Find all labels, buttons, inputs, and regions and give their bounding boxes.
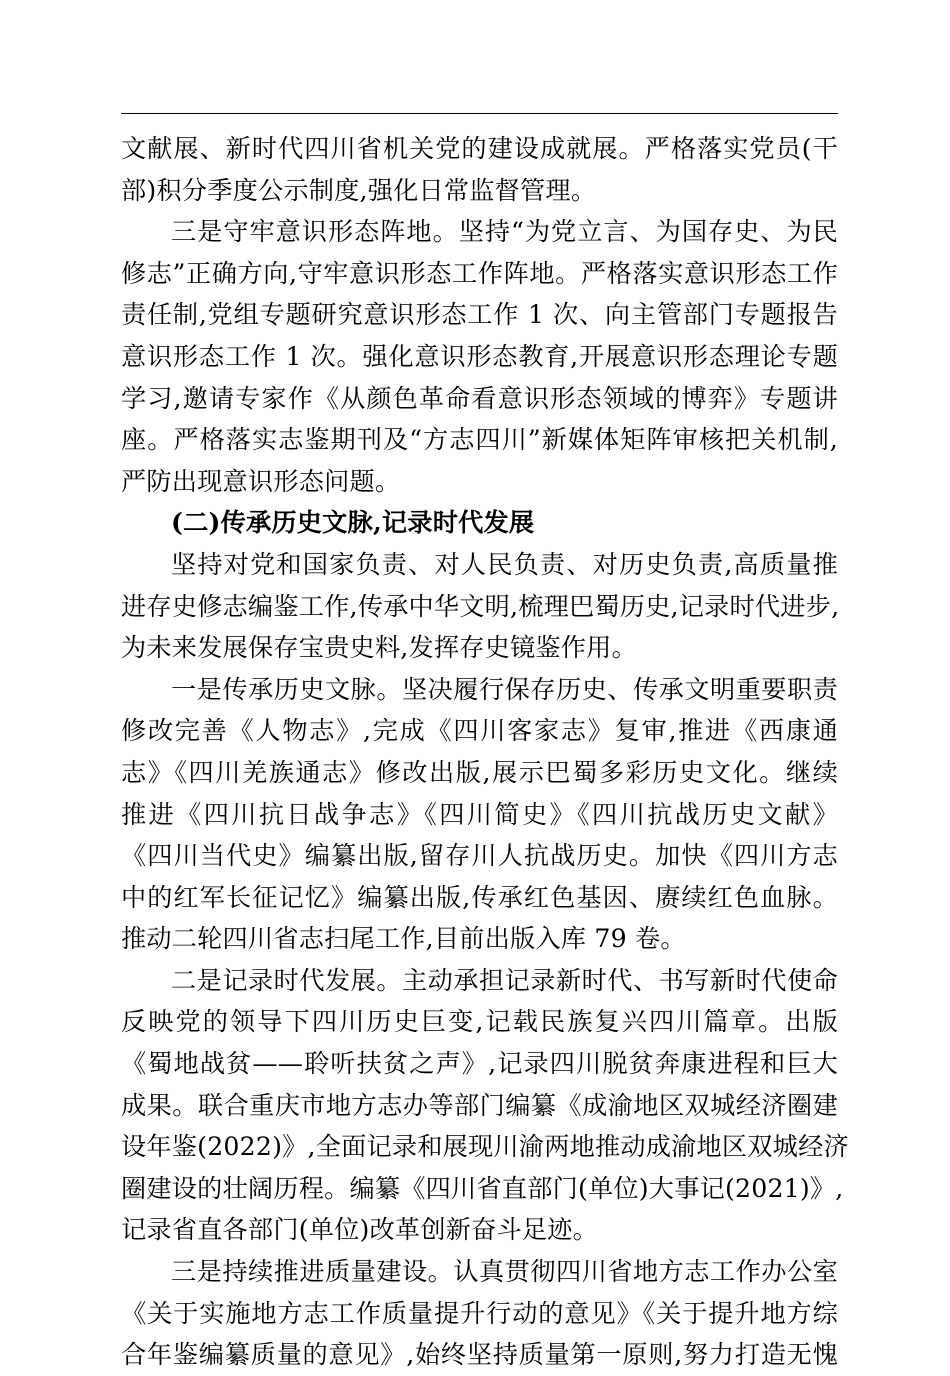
text-line: 合年鉴编纂质量的意见》,始终坚持质量第一原则,努力打造无愧 [121,1340,838,1370]
text-line: 三是守牢意识形态阵地。坚持“为党立言、为国存史、为民 [171,217,838,247]
text-line: 推动二轮四川省志扫尾工作,目前出版入库 79 卷。 [121,924,686,954]
text-line: 意识形态工作 1 次。强化意识形态教育,开展意识形态理论专题 [121,341,838,371]
text-line: 记录省直各部门(单位)改革创新奋斗足迹。 [121,1215,599,1245]
text-line: 《关于实施地方志工作质量提升行动的意见》《关于提升地方综 [121,1298,838,1328]
text-line: 文献展、新时代四川省机关党的建设成就展。严格落实党员(干 [121,134,838,163]
text-line: 反映党的领导下四川历史巨变,记载民族复兴四川篇章。出版 [121,1007,838,1037]
text-line: 中的红军长征记忆》编纂出版,传承红色基因、赓续红色血脉。 [121,882,838,912]
text-line: 推进《四川抗日战争志》《四川简史》《四川抗战历史文献》 [121,799,838,829]
text-line: 学习,邀请专家作《从颜色革命看意识形态领域的博弈》专题讲 [121,383,838,413]
section-heading: (二)传承历史文脉,记录时代发展 [171,507,535,538]
text-line: 三是持续推进质量建设。认真贯彻四川省地方志工作办公室 [171,1257,838,1287]
text-line: 坚持对党和国家负责、对人民负责、对历史负责,高质量推 [171,549,838,579]
text-line: 圈建设的壮阔历程。编纂《四川省直部门(单位)大事记(2021)》, [121,1173,844,1203]
text-line: 进存史修志编鉴工作,传承中华文明,梳理巴蜀历史,记录时代进步, [121,591,840,621]
text-line: 责任制,党组专题研究意识形态工作 1 次、向主管部门专题报告 [121,300,838,330]
text-line: 座。严格落实志鉴期刊及“方志四川”新媒体矩阵审核把关机制, [121,425,838,455]
text-line: 修改完善《人物志》,完成《四川客家志》复审,推进《西康通 [121,716,838,746]
text-line: 《蜀地战贫——聆听扶贫之声》,记录四川脱贫奔康进程和巨大 [121,1049,838,1079]
text-line: 成果。联合重庆市地方志办等部门编纂《成渝地区双城经济圈建 [121,1090,838,1120]
text-line: 为未来发展保存宝贵史料,发挥存史镜鉴作用。 [121,633,637,663]
document-body [121,128,849,1376]
text-line: 设年鉴(2022)》,全面记录和展现川渝两地推动成渝地区双城经济 [121,1132,849,1162]
text-line: 二是记录时代发展。主动承担记录新时代、书写新时代使命 [171,965,838,995]
text-line: 一是传承历史文脉。坚决履行保存历史、传承文明重要职责 [171,674,838,704]
text-line: 严防出现意识形态问题。 [121,466,401,496]
text-line: 部)积分季度公示制度,强化日常监督管理。 [121,175,597,205]
text-line: 志》《四川羌族通志》修改出版,展示巴蜀多彩历史文化。继续 [121,757,838,787]
header-rule [121,113,838,114]
text-line: 《四川当代史》编纂出版,留存川人抗战历史。加快《四川方志 [121,841,838,871]
text-line: 修志”正确方向,守牢意识形态工作阵地。严格落实意识形态工作 [121,258,838,288]
